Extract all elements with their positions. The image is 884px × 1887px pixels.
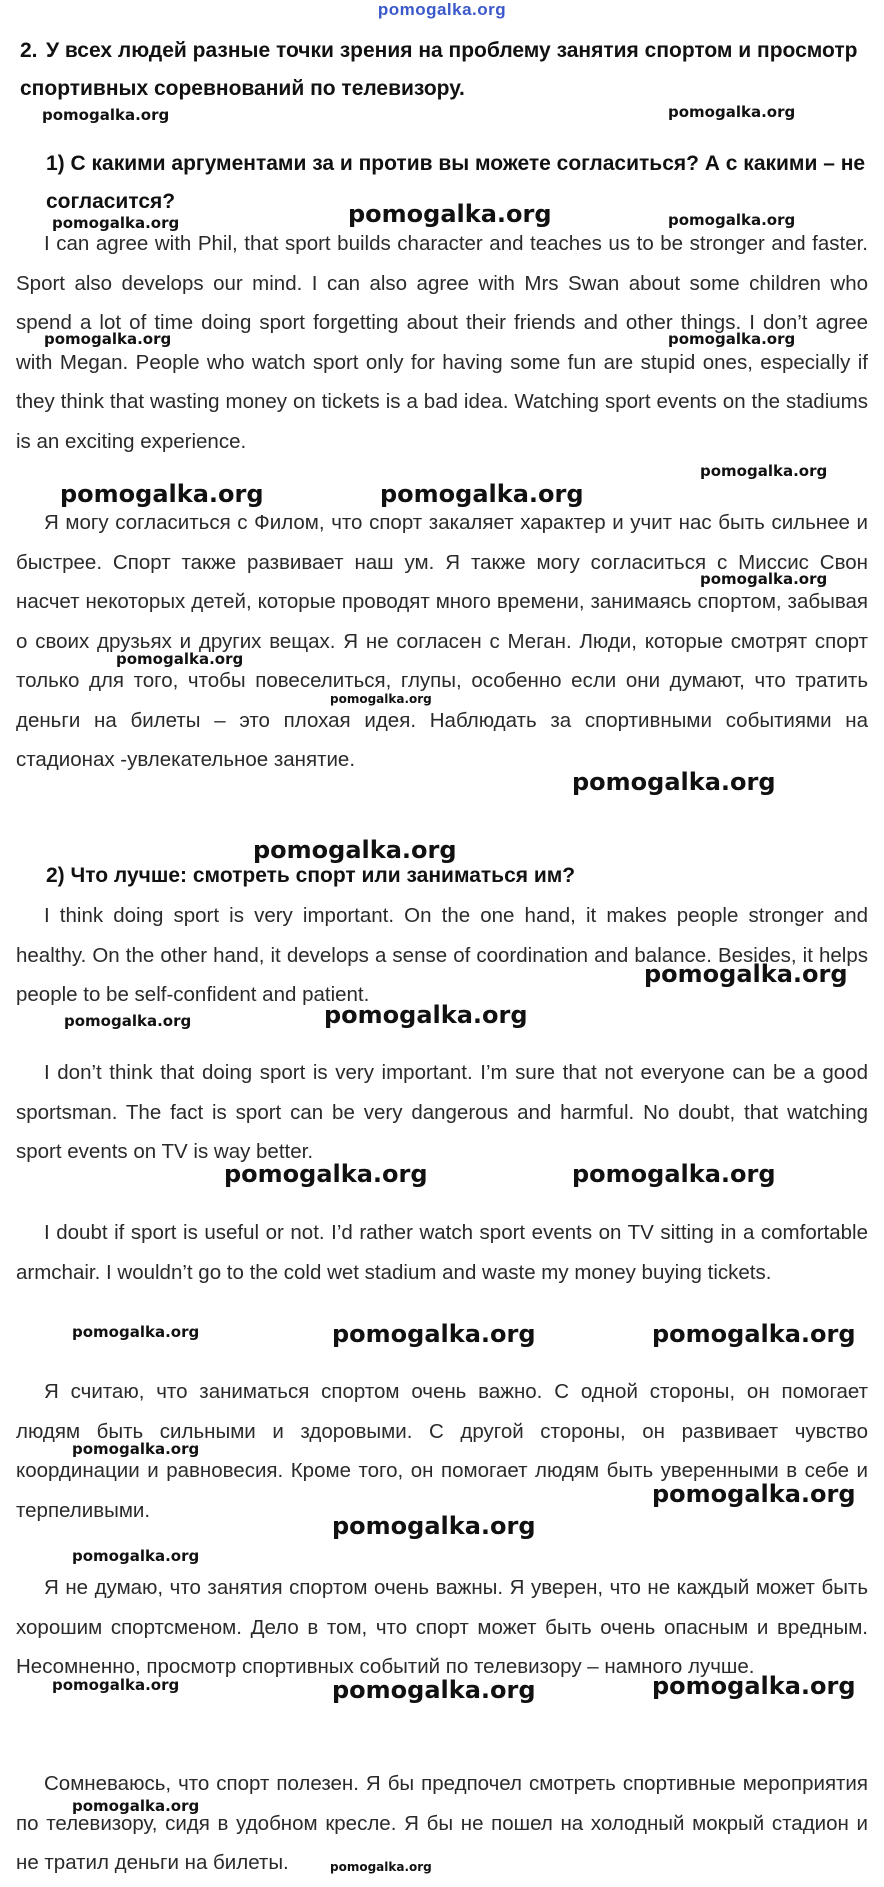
watermark: pomogalka.org [332,1676,536,1704]
watermark: pomogalka.org [332,1320,536,1348]
watermark: pomogalka.org [652,1480,856,1508]
watermark: pomogalka.org [324,1001,528,1029]
section2-paragraph-en-3: I doubt if sport is useful or not. I’d rather watch sport events on TV sitting in a comfortable armchair. I wouldn’t go to the cold wet stadium and waste my money buying tickets. [16,1221,868,1284]
task-text: У всех людей разные точки зрения на проблему занятия спортом и просмотр спортивных соревнований по телевизору. [20,39,858,100]
watermark: pomogalka.org [652,1672,856,1700]
watermark: pomogalka.org [668,211,796,229]
watermark: pomogalka.org [332,1512,536,1540]
section1-paragraph-ru: Я могу согласиться с Филом, что спорт закаляет характер и учит нас быть сильнее и быстрее. Спорт также развивает наш ум. Я также могу согласиться с Миссис Свон насчет некоторых детей, которые проводят много времени, занимаясь спортом, забывая о своих друзьях и других вещах. Я не согласен с Меган. Люди, которые смотрят спорт только для того, чтобы повеселиться, глупы, особенно если они думают, что тратить деньги на билеты – это плохая идея. Наблюдать за спортивными событиями на стадионах -увлекательное занятие. [16,511,868,771]
watermark: pomogalka.org [572,1160,776,1188]
task-statement [20,32,870,108]
task-number: 2. [20,39,38,62]
watermark: pomogalka.org [52,1676,180,1694]
watermark: pomogalka.org [668,103,796,121]
watermark: pomogalka.org [572,768,776,796]
watermark: pomogalka.org [42,106,170,124]
watermark: pomogalka.org [72,1797,200,1815]
section2-paragraph-ru-3: Сомневаюсь, что спорт полезен. Я бы предпочел смотреть спортивные мероприятия по телевизору, сидя в удобном кресле. Я бы не пошел на холодный мокрый стадион и не тратил деньги на билеты. [16,1772,868,1874]
watermark: pomogalka.org [52,214,180,232]
watermark: pomogalka.org [116,650,244,668]
watermark: pomogalka.org [72,1323,200,1341]
section2-paragraph-en-2: I don’t think that doing sport is very important. I’m sure that not everyone can be a good sportsman. The fact is sport can be very dangerous and harmful. No doubt, that watching sport events on TV is way better. [16,1061,868,1163]
watermark: pomogalka.org [668,330,796,348]
watermark: pomogalka.org [700,570,828,588]
section2-paragraph-ru-1: Я считаю, что заниматься спортом очень важно. С одной стороны, он помогает людям быть сильными и здоровыми. С другой стороны, он развивает чувство координации и равновесия. Кроме того, он помогает людям быть уверенными в себе и терпеливыми. [16,1380,868,1522]
watermark: pomogalka.org [330,692,432,706]
section1-heading: 1) С какими аргументами за и против вы можете согласиться? А с какими – не согласится? [46,152,866,213]
section2-paragraph-ru-2: Я не думаю, что занятия спортом очень важны. Я уверен, что не каждый может быть хорошим спортсменом. Дело в том, что спорт может быть очень опасным и вредным. Несомненно, просмотр спортивных событий по телевизору – намного лучше. [16,1576,868,1678]
section1-paragraph-en: I can agree with Phil, that sport builds character and teaches us to be stronger and faster. Sport also develops our mind. I can also agree with Mrs Swan about some children who spend a lot of time doing sport forgetting about their friends and other things. I don’t agree with Megan. People who watch sport only for having some fun are stupid ones, especially if they think that wasting money on tickets is a bad idea. Watching sport events on the stadiums is an exciting experience. [16,232,868,453]
section2-paragraph-en-1: I think doing sport is very important. On the one hand, it makes people stronger and healthy. On the other hand, it develops a sense of coordination and balance. Besides, it helps people to be self-confident and patient. [16,904,868,1006]
watermark: pomogalka.org [348,200,552,228]
watermark: pomogalka.org [60,480,264,508]
watermark: pomogalka.org [44,330,172,348]
watermark: pomogalka.org [380,480,584,508]
watermark: pomogalka.org [644,960,848,988]
watermark: pomogalka.org [330,1860,432,1874]
watermark: pomogalka.org [253,836,457,864]
watermark: pomogalka.org [224,1160,428,1188]
header-watermark: pomogalka.org [377,0,507,19]
watermark: pomogalka.org [72,1547,200,1565]
watermark: pomogalka.org [700,462,828,480]
section2-heading: 2) Что лучше: смотреть спорт или заниматься им? [46,864,576,887]
watermark: pomogalka.org [652,1320,856,1348]
watermark: pomogalka.org [64,1012,192,1030]
watermark: pomogalka.org [72,1440,200,1458]
